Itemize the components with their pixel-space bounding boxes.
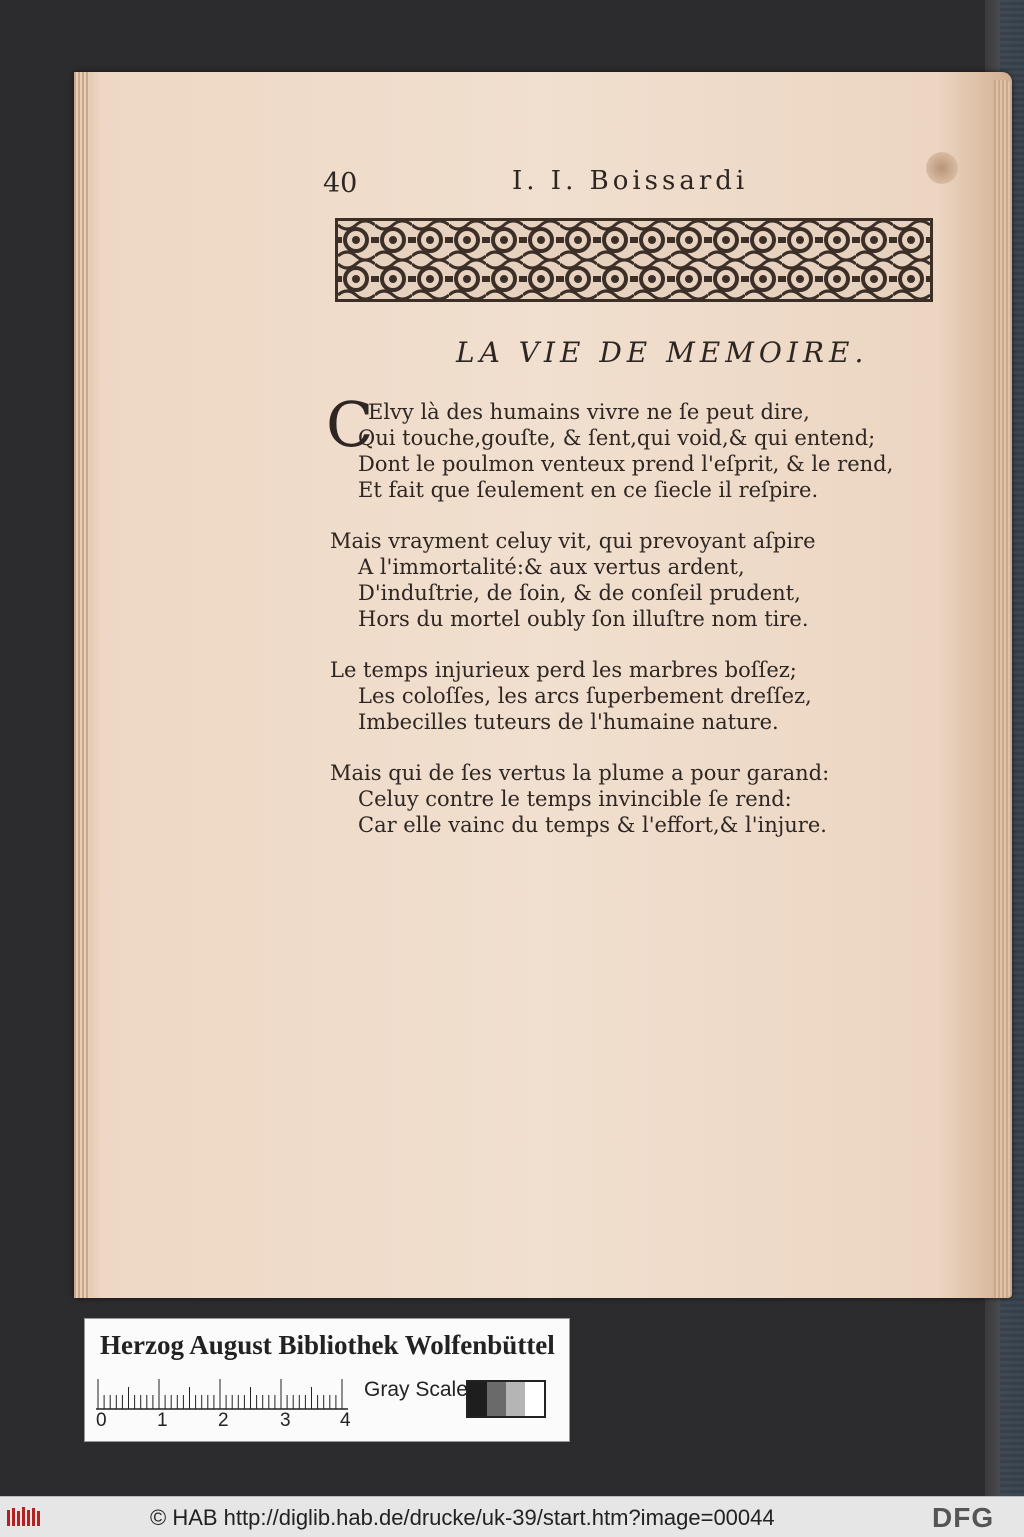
verse-line: Et fait que ſeulement en ce ſiecle il reſpire. [358,478,819,502]
verse-line: Mais vrayment celuy vit, qui prevoyant aſpire [330,529,816,553]
ruler-scale [96,1376,348,1410]
page-number: 40 [323,168,358,199]
page-edge-left [74,72,90,1298]
verse-line: Imbecilles tuteurs de l'humaine nature. [358,710,779,734]
page-edge-right [994,80,1012,1298]
swatch-white [525,1382,544,1416]
page-stain [926,152,958,184]
swatch-dark-gray [487,1382,506,1416]
verse-line: Elvy là des humains vivre ne ſe peut dire, [368,400,810,424]
verse-line: Car elle vainc du temps & l'effort,& l'injure. [358,813,827,837]
ornament-pattern [338,221,930,299]
footer-credit: © HAB http://diglib.hab.de/drucke/uk-39/start.htm?image=00044 [150,1505,775,1530]
ruler-number: 4 [340,1410,351,1431]
verse-line: Les coloſſes, les arcs ſuperbement dreſſez, [358,684,812,708]
gray-scale-swatch [466,1380,546,1418]
hab-logo-icon [6,1506,44,1528]
verse-line: D'induſtrie, de ſoin, & de conſeil prudent, [358,581,801,605]
swatch-black [468,1382,487,1416]
verse-line: Qui touche,gouſte, & ſent,qui void,& qui entend; [358,426,876,450]
poem-title: LA VIE DE MEMOIRE. [456,336,869,369]
gray-scale-label: Gray Scale [364,1378,468,1401]
ruler-number: 1 [157,1410,168,1431]
verse-line: Dont le poulmon venteux prend l'eſprit, & le rend, [358,452,894,476]
swatch-light-gray [506,1382,525,1416]
dfg-logo: DFG [932,1502,995,1533]
verse-line: A l'immortalité:& aux vertus ardent, [358,555,745,579]
verse-line: Celuy contre le temps invincible ſe rend: [358,787,792,811]
ornamental-band [335,218,933,302]
verse-line: Le temps injurieux perd les marbres boſſez; [330,658,797,682]
ruler-number: 3 [280,1410,291,1431]
drop-capital: C [326,388,374,461]
verse-line: Hors du mortel oubly ſon illuſtre nom tire. [358,607,809,631]
running-head: I. I. Boissardi [512,166,749,196]
card-title: Herzog August Bibliothek Wolfenbüttel [100,1330,555,1360]
ruler-number: 0 [96,1410,107,1431]
verse-line: Mais qui de ſes vertus la plume a pour garand: [330,761,830,785]
ruler-number: 2 [218,1410,229,1431]
